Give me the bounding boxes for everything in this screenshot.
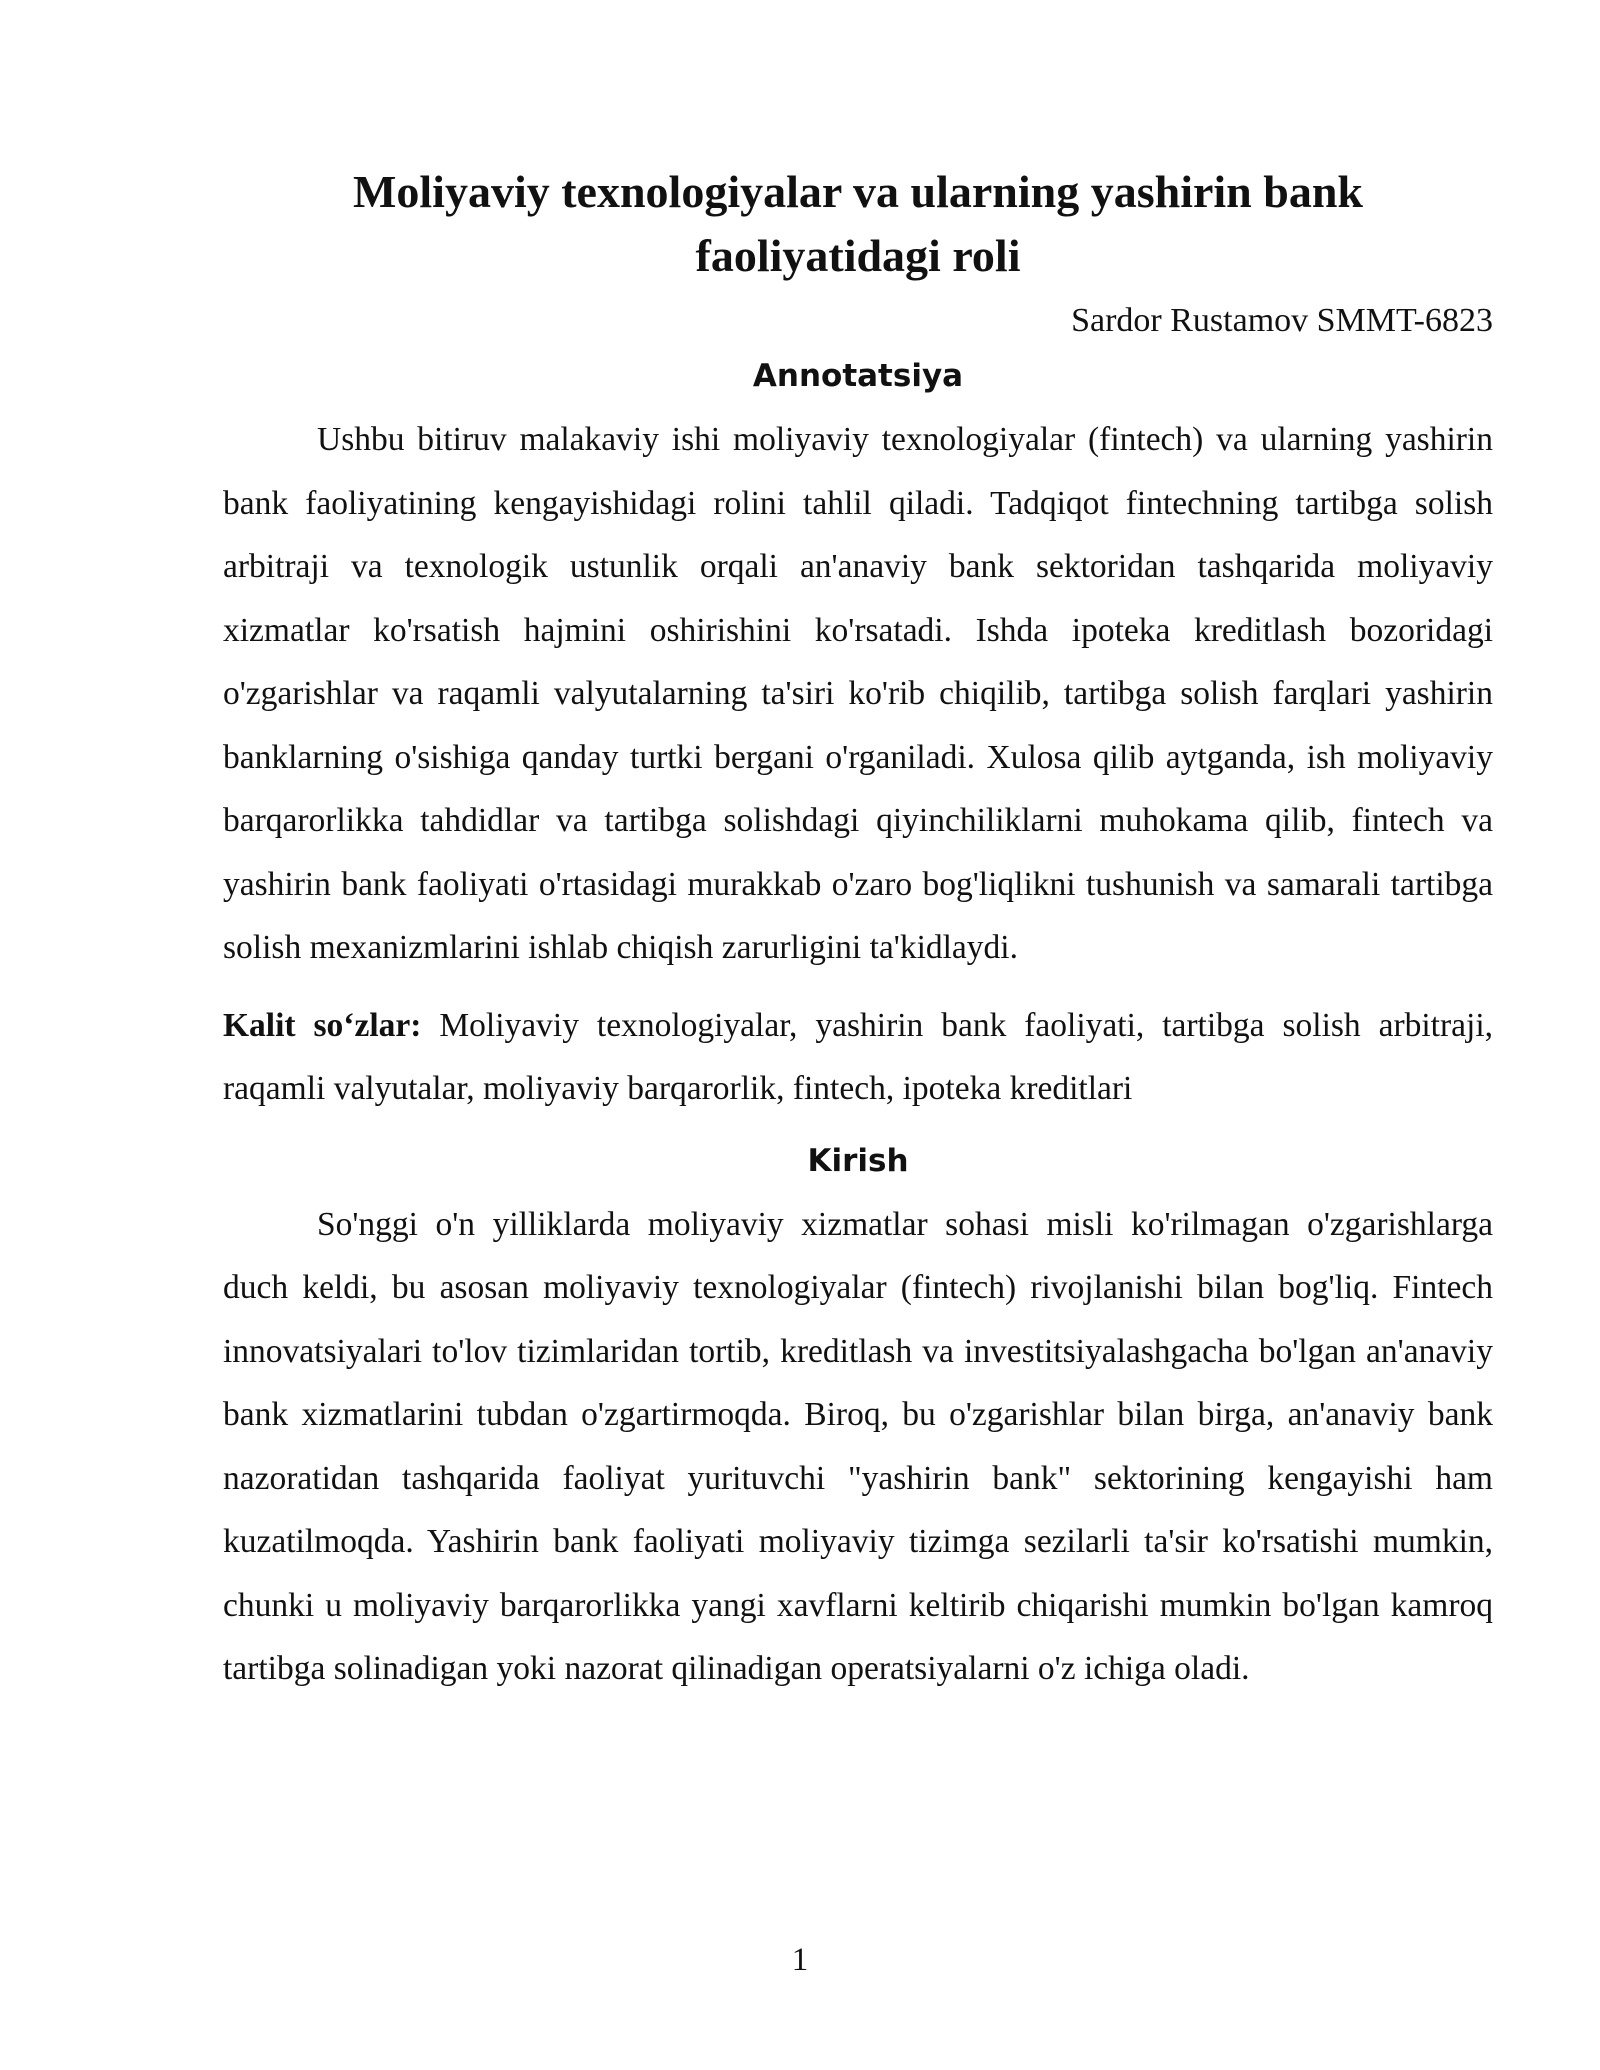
abstract-paragraph: Ushbu bitiruv malakaviy ishi moliyaviy texnologiyalar (fintech) va ularning yashirin bank faoliyatining kengayishidagi rolini tahlil qiladi. Tadqiqot fintechning tartibga solish arbitraji va texnologik ustunlik orqali an'anaviy bank sektoridan tashqarida moliyaviy xizmatlar ko'rsatish hajmini oshirishini ko'rsatadi. Ishda ipoteka kreditlash bozoridagi o'zgarishlar va raqamli valyutalarning ta'siri ko'rib chiqilib, tartibga solish farqlari yashirin banklarning o'sishiga qanday turtki bergani o'rganiladi. Xulosa qilib aytganda, ish moliyaviy barqarorlikka tahdidlar va tartibga solishdagi qiyinchiliklarni muhokama qilib, fintech va yashirin bank faoliyati o'rtasidagi murakkab o'zaro bog'liqlikni tushunish va samarali tartibga solish mexanizmlarini ishlab chiqish zarurligini ta'kidlaydi. [223,421,1493,966]
document-title: Moliyaviy texnologiyalar va ularning yashirin bank faoliyatidagi roli [352,166,1364,281]
page-content [223,160,1493,1701]
keywords-list: Moliyaviy texnologiyalar, yashirin bank faoliyati, tartibga solish arbitraji, raqamli valyutalar, moliyaviy barqarorlik, fintech, ipoteka kreditlari [223,1006,1494,1107]
intro-paragraph: So'nggi o'n yilliklarda moliyaviy xizmatlar sohasi misli ko'rilmagan o'zgarishlarga duch keldi, bu asosan moliyaviy texnologiyalar (fintech) rivojlanishi bilan bog'liq. Fintech innovatsiyalari to'lov tizimlaridan tortib, kreditlash va investitsiyalashgacha bo'lgan an'anaviy bank xizmatlarini tubdan o'zgartirmoqda. Biroq, bu o'zgarishlar bilan birga, an'anaviy bank nazoratidan tashqarida faoliyat yurituvchi "yashirin bank" sektorining kengayishi ham kuzatilmoqda. Yashirin bank faoliyati moliyaviy tizimga sezilarli ta'sir ko'rsatishi mumkin, chunki u moliyaviy barqarorlikka yangi xavflarni keltirib chiqarishi mumkin bo'lgan kamroq tartibga solinadigan yoki nazorat qilinadigan operatsiyalarni o'z ichiga oladi. [223,1205,1493,1687]
page-number: 1 [791,1942,809,1978]
abstract-heading: Annotatsiya [752,358,964,394]
keywords-paragraph [223,994,1493,1121]
author-line: Sardor Rustamov SMMT-6823 [1071,302,1493,339]
intro-heading: Kirish [807,1142,909,1179]
keywords-label: Kalit so‘zlar: [223,1006,422,1044]
